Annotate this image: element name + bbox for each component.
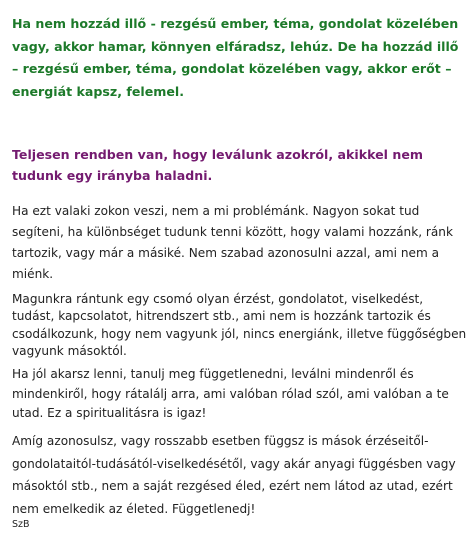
intro-heading: Ha nem hozzád illő - rezgésű ember, téma, gondolat közelében vagy, akkor hamar, könnyen elfáradsz, lehúz. De ha hozzád illő – rezgésű ember, téma, gondolat közelében vagy, akkor erőt – energiát kapsz, felemel. — [12, 16, 459, 99]
paragraph-1: Ha ezt valaki zokon veszi, nem a mi problémánk. Nagyon sokat tud segíteni, ha különbséget tudunk tenni között, hogy valami hozzánk, ránk tartozik, vagy már a másiké. Nem szabad azonosulni azzal, ami nem a miénk. — [12, 204, 453, 281]
paragraph-2: Magunkra rántunk egy csomó olyan érzést, gondolatot, viselkedést, tudást, kapcsolatot, hitrendszert stb., ami nem is hozzánk tartozik és csodálkozunk, hogy nem vagyunk jól, nincs energiánk, illetve függőségben vagyunk másoktól. — [12, 292, 467, 358]
author-signature: SzB — [12, 519, 30, 530]
paragraph-3: Ha jól akarsz lenni, tanulj meg függetlenedni, leválni mindenről és mindenkiről, hogy rátalálj arra, ami valóban rólad szól, ami valóban a te utad. Ez a spiritualitásra is igaz! — [12, 367, 449, 420]
paragraph-4: Amíg azonosulsz, vagy rosszabb esetben függsz is mások érzéseitől-gondolataitól-tudásától-viselkedésétől, vagy akár anyagi függésben vagy másoktól stb., nem a saját rezgésed éled, ezért nem látod az utad, ezért nem emelkedik az életed. Függetlenedj! — [12, 434, 456, 516]
section-subheading: Teljesen rendben van, hogy leválunk azokról, akikkel nem tudunk egy irányba haladni. — [12, 147, 423, 183]
